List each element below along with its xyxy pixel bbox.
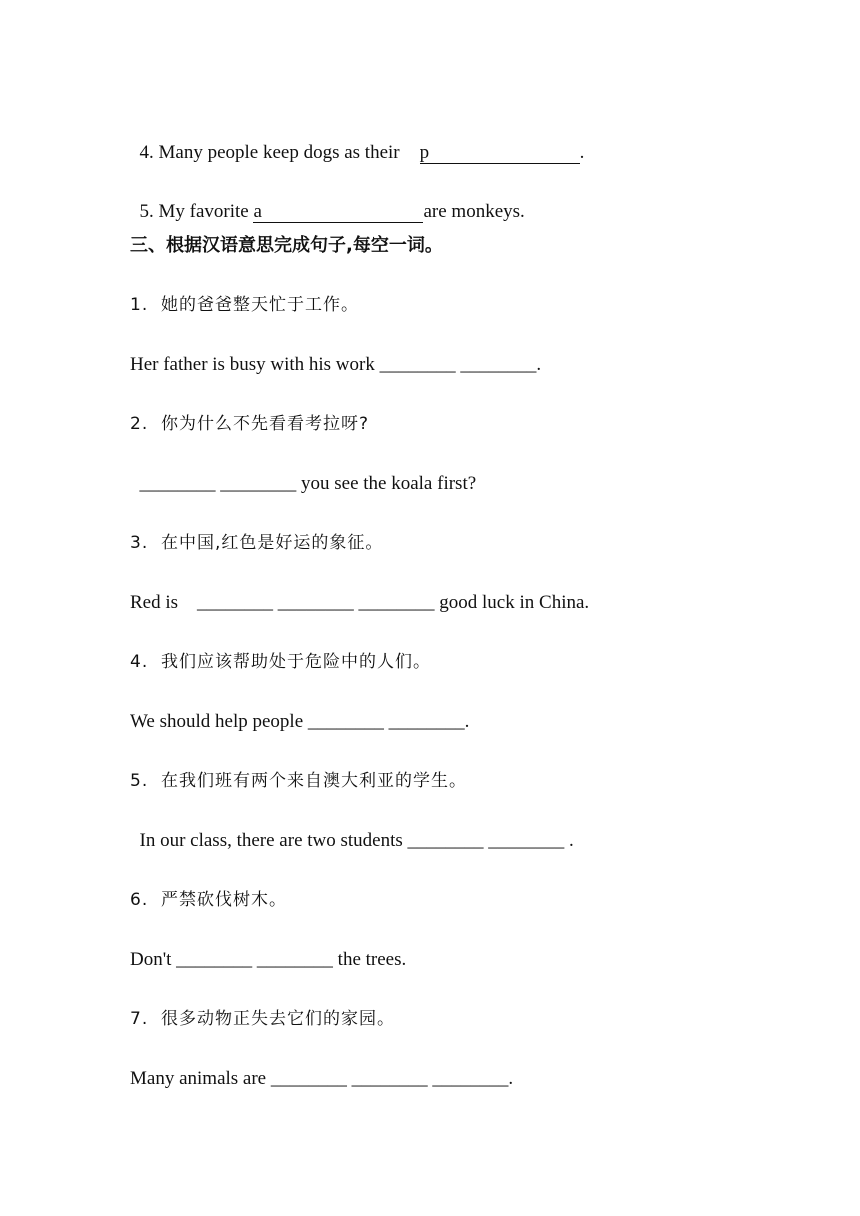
translation-item-1-english[interactable]: Her father is busy with his work ________ ________. <box>130 354 542 375</box>
translation-item-3-english[interactable]: Red is ________ ________ ________ good luck in China. <box>130 592 590 613</box>
translation-item-4-chinese: 4. 我们应该帮助处于危险中的人们。 <box>130 652 432 672</box>
translation-item-2-english[interactable]: ________ ________ you see the koala first? <box>130 473 477 494</box>
translation-item-2-chinese: 2. 你为什么不先看看考拉呀? <box>130 414 370 434</box>
translation-item-6-chinese: 6. 严禁砍伐树木。 <box>130 890 288 910</box>
item-5-blank[interactable]: a <box>253 202 423 223</box>
translation-item-5-chinese: 5. 在我们班有两个来自澳大利亚的学生。 <box>130 771 468 791</box>
translation-item-5-english[interactable]: In our class, there are two students ________ ________ . <box>130 830 574 851</box>
item-4-text: 4. Many people keep dogs as their <box>139 142 400 163</box>
item-4-blank[interactable]: p <box>420 143 580 164</box>
fill-in-item-5: 5. My favorite a are monkeys. <box>139 201 525 222</box>
fill-in-item-4: 4. Many people keep dogs as their p . <box>139 142 585 163</box>
translation-item-7-english[interactable]: Many animals are ________ ________ ________. <box>130 1068 514 1089</box>
translation-item-4-english[interactable]: We should help people ________ ________. <box>130 711 470 732</box>
item-5-text: 5. My favorite <box>139 201 254 222</box>
section-3-heading: 三、根据汉语意思完成句子,每空一词。 <box>130 235 443 256</box>
translation-item-6-english[interactable]: Don't ________ ________ the trees. <box>130 949 407 970</box>
translation-item-3-chinese: 3. 在中国,红色是好运的象征。 <box>130 533 384 553</box>
translation-item-7-chinese: 7. 很多动物正失去它们的家园。 <box>130 1009 396 1029</box>
translation-item-1-chinese: 1. 她的爸爸整天忙于工作。 <box>130 295 360 315</box>
